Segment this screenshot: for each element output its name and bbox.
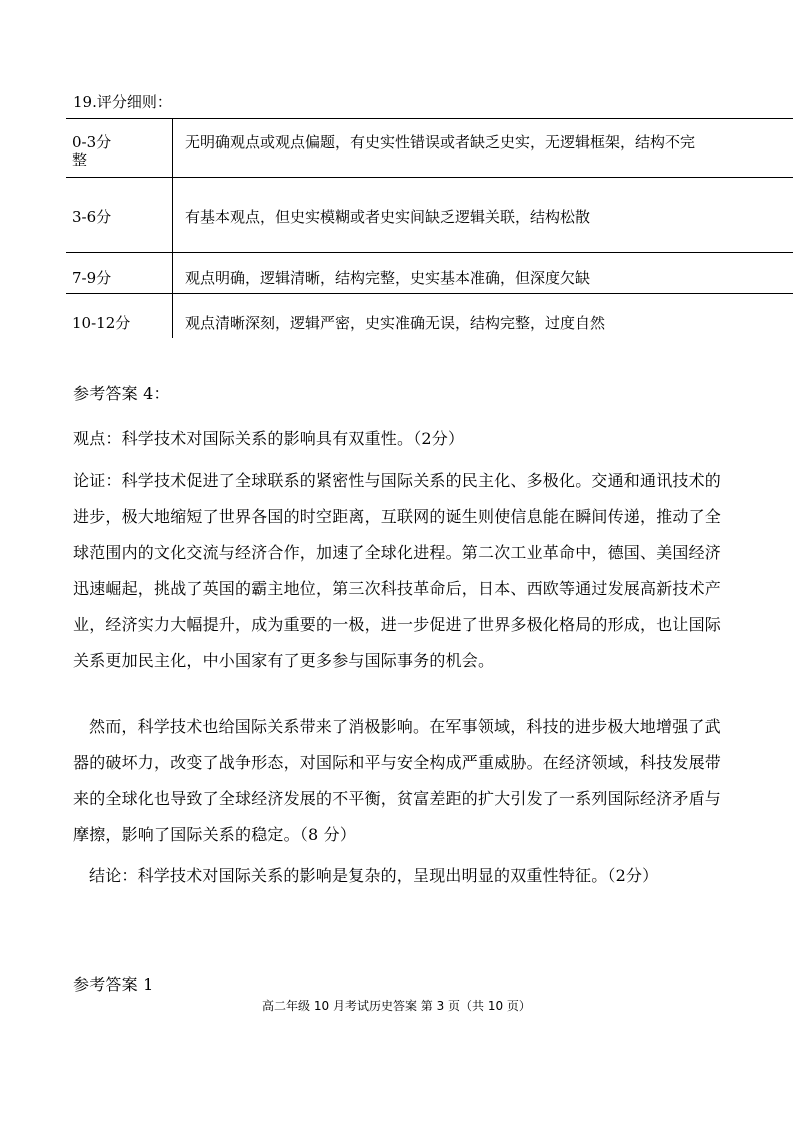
criteria-cell: 观点明确，逻辑清晰，结构完整，史实基本准确，但深度欠缺 [185, 269, 591, 287]
answer4-conclusion: 结论：科学技术对国际关系的影响是复杂的，呈现出明显的双重性特征。（2分） [89, 866, 659, 885]
score-range-cell: 7-9分 [66, 253, 173, 294]
table-row [66, 294, 793, 339]
answer4-title: 参考答案 4： [73, 384, 170, 403]
criteria-cell: 有基本观点，但史实模糊或者史实间缺乏逻辑关联，结构松散 [185, 208, 591, 226]
section-heading: 19.评分细则： [73, 93, 172, 111]
table-row [66, 253, 793, 294]
answer4-viewpoint: 观点：科学技术对国际关系的影响具有双重性。（2分） [73, 429, 465, 448]
answer4-argument: 论证：科学技术促进了全球联系的紧密性与国际关系的民主化、多极化。交通和通讯技术的进步，极大地缩短了世界各国的时空距离，互联网的诞生则使信息能在瞬间传递，推动了全球范围内的文化交流与经济合作，加速了全球化进程。第二次工业革命中，德国、美国经济迅速崛起，挑战了英国的霸主地位，第三次科技革命后，日本、西欧等通过发展高新技术产业，经济实力大幅提升，成为重要的一极，进一步促进了世界多极化格局的形成，也让国际关系更加民主化，中小国家有了更多参与国际事务的机会。 [73, 471, 722, 670]
table-row [66, 119, 793, 178]
table-row [66, 178, 793, 253]
scoring-rubric-table [66, 118, 793, 338]
answer1-title: 参考答案 1 [73, 975, 154, 994]
score-range-wrap: 整 [72, 151, 88, 169]
criteria-cell: 观点清晰深刻，逻辑严密，史实准确无误，结构完整，过度自然 [185, 314, 606, 332]
answer4-however: 然而，科学技术也给国际关系带来了消极影响。在军事领域，科技的进步极大地增强了武器的破坏力，改变了战争形态，对国际和平与安全构成严重威胁。在经济领域，科技发展带来的全球化也导致了全球经济发展的不平衡，贫富差距的扩大引发了一系列国际经济矛盾与摩擦，影响了国际关系的稳定。（8 分） [73, 717, 722, 844]
page-footer: 高二年级 10 月考试历史答案 第 3 页（共 10 页） [262, 999, 531, 1013]
score-range: 0-3分 [72, 133, 112, 151]
score-range-cell: 3-6分 [66, 178, 173, 253]
score-range-cell: 10-12分 [66, 294, 173, 339]
criteria-cell: 无明确观点或观点偏题，有史实性错误或者缺乏史实，无逻辑框架，结构不完 [185, 133, 696, 151]
score-range-cell [66, 119, 173, 178]
